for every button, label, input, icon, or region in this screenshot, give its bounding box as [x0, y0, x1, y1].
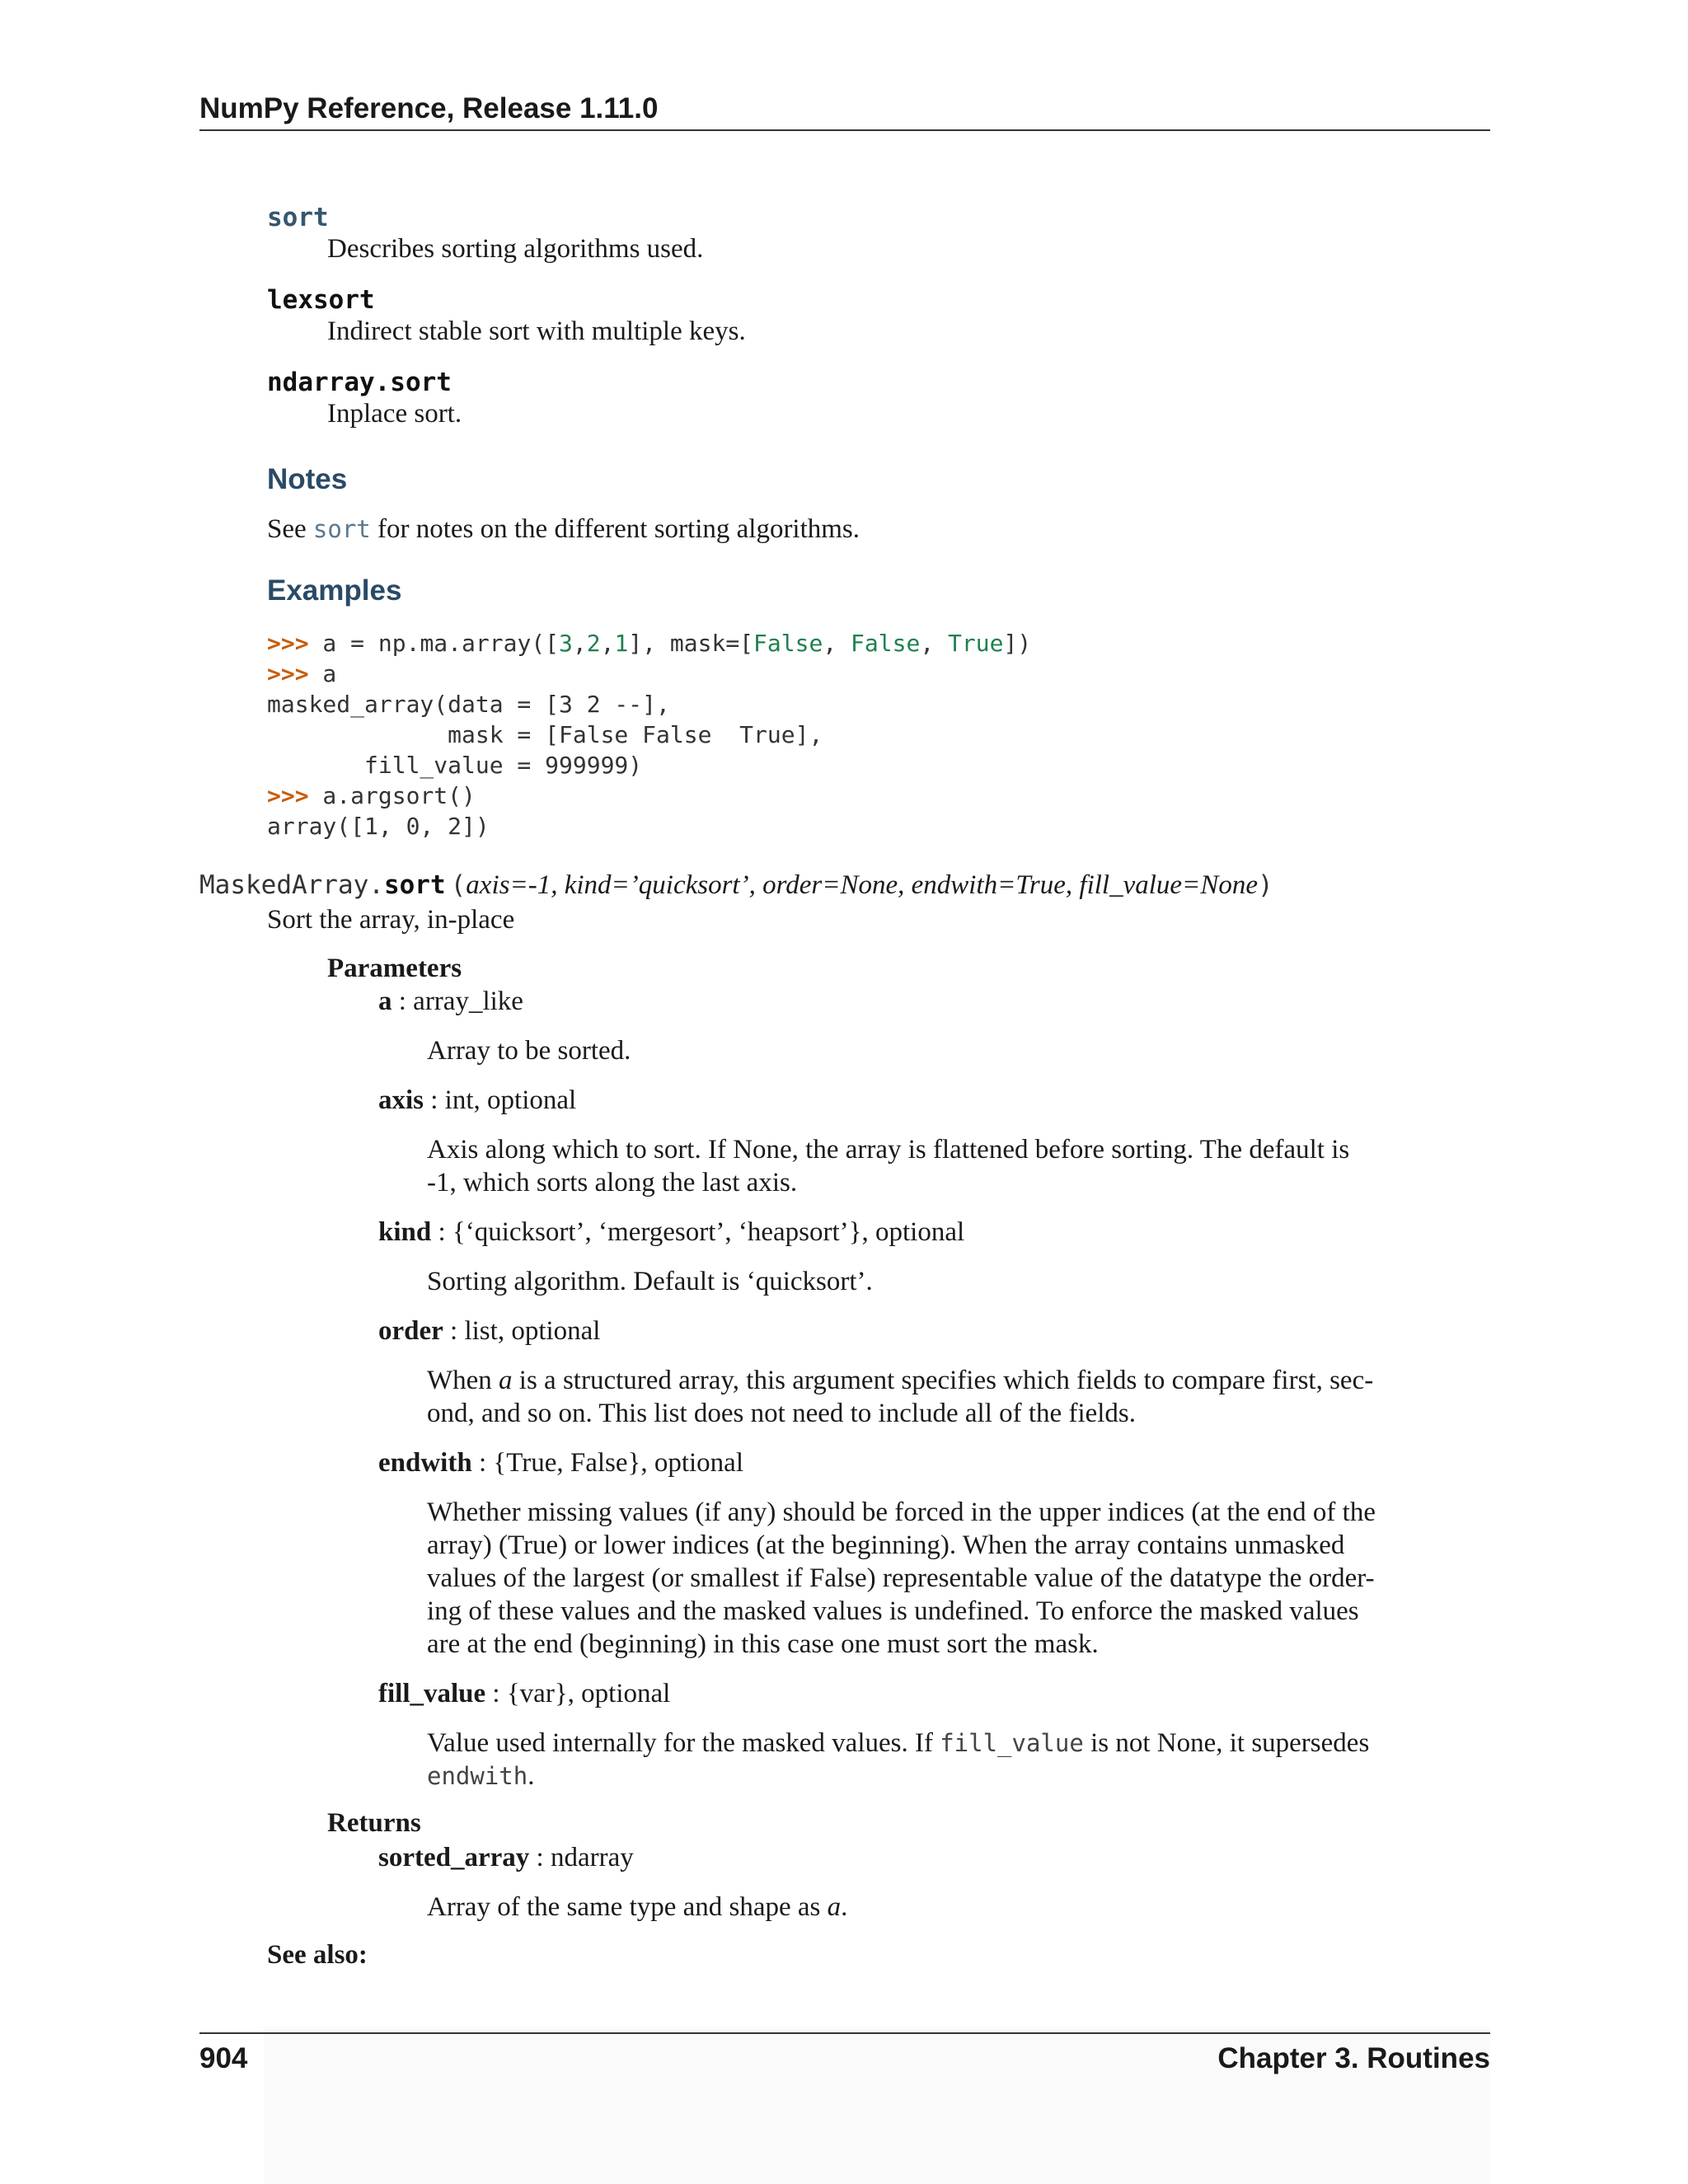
- method-signature: MaskedArray.sort (axis=-1, kind=’quicksort’, order=None, endwith=True, fill_value=None): [199, 870, 1273, 900]
- see-also-desc: Indirect stable sort with multiple keys.: [327, 316, 746, 346]
- signature-name: sort: [383, 870, 446, 900]
- see-also-desc: Describes sorting algorithms used.: [327, 234, 704, 264]
- return-sorted-array: sorted_array : ndarray: [378, 1843, 634, 1872]
- signature-args: axis=-1, kind=’quicksort’, order=None, endwith=True, fill_value=None: [466, 870, 1258, 900]
- method-summary: Sort the array, in-place: [267, 905, 515, 935]
- code-output-line: fill_value = 999999): [267, 752, 643, 779]
- see-also-term-ndarray-sort: ndarray.sort: [267, 368, 452, 397]
- parameters-heading: Parameters: [327, 954, 462, 983]
- param-a: a : array_like: [378, 987, 523, 1016]
- notes-sort-link[interactable]: sort: [312, 515, 371, 543]
- param-desc: When a is a structured array, this argument specifies which fields to compare first, sec- ond, and so on. This list does not need to include all of the fields.: [427, 1366, 1374, 1428]
- param-desc: Sorting algorithm. Default is ‘quicksort’.: [427, 1267, 873, 1296]
- returns-heading: Returns: [327, 1808, 421, 1838]
- param-kind: kind : {‘quicksort’, ‘mergesort’, ‘heapsort’}, optional: [378, 1217, 965, 1247]
- running-header: NumPy Reference, Release 1.11.0: [199, 92, 659, 124]
- signature-class: MaskedArray.: [199, 870, 384, 900]
- code-line: >>> a: [267, 660, 337, 687]
- param-desc: Value used internally for the masked values. If fill_value is not None, it supersedes endwith.: [427, 1728, 1370, 1791]
- examples-heading: Examples: [267, 574, 402, 607]
- code-line: >>> a.argsort(): [267, 782, 476, 809]
- page-number: 904: [199, 2042, 248, 2074]
- see-also-heading: See also:: [267, 1940, 368, 1970]
- see-also-term-lexsort: lexsort: [267, 285, 375, 315]
- code-output-line: masked_array(data = [3 2 --],: [267, 691, 670, 718]
- param-endwith: endwith : {True, False}, optional: [378, 1448, 743, 1478]
- see-also-desc: Inplace sort.: [327, 399, 462, 429]
- param-axis: axis : int, optional: [378, 1085, 577, 1115]
- notes-text: for notes on the different sorting algorithms.: [377, 514, 860, 544]
- param-fill-value: fill_value : {var}, optional: [378, 1679, 671, 1708]
- param-desc: Whether missing values (if any) should be forced in the upper indices (at the end of the array) (True) or lower indices (at the beginning). When the array contains unmasked values of the largest (or smallest if False) representable value of the datatype the order- ing of these values and the masked values is undefined. To enforce the masked values are at the end (beginning) in this case one must sort the mask.: [427, 1497, 1376, 1659]
- footer-rule: [199, 2032, 1490, 2034]
- example-code-block: [267, 630, 1031, 843]
- notes-paragraph: [267, 514, 860, 545]
- param-desc: Array to be sorted.: [427, 1036, 631, 1066]
- code-output-line: mask = [False False True],: [267, 721, 823, 748]
- chapter-label: Chapter 3. Routines: [1217, 2042, 1490, 2074]
- see-also-term-sort[interactable]: sort: [267, 203, 329, 232]
- code-output-line: array([1, 0, 2]): [267, 813, 490, 840]
- return-desc: Array of the same type and shape as a.: [427, 1892, 848, 1922]
- param-desc: Axis along which to sort. If None, the array is flattened before sorting. The default is -1, which sorts along the last axis.: [427, 1135, 1350, 1197]
- notes-text: See: [267, 514, 307, 544]
- notes-heading: Notes: [267, 463, 348, 495]
- header-rule: [199, 129, 1490, 131]
- code-line: >>> a = np.ma.array([3,2,1], mask=[False, False, True]): [267, 630, 1032, 657]
- param-order: order : list, optional: [378, 1316, 601, 1346]
